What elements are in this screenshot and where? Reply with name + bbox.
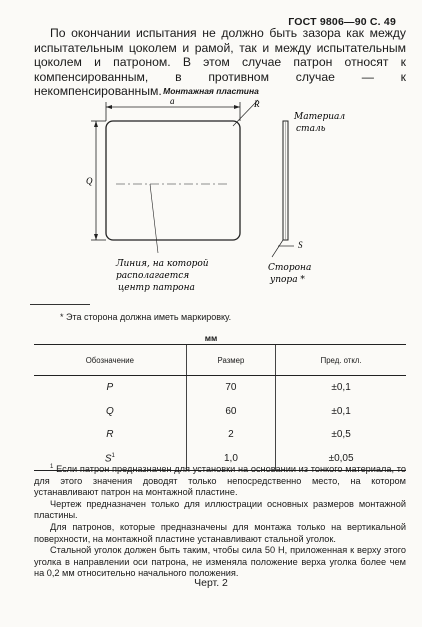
arrow-icon	[106, 105, 112, 109]
header-tolerance: Пред. откл.	[276, 345, 406, 376]
intro-text: По окончании испытания не должно быть зазора как между испытательным цоколем и рамой, так и между испытательным цоколем и патроном. В этом случае патрон относят к компенсированным, в противном случае — к некомпенсированным.	[34, 26, 406, 99]
cell-size: 1,0	[186, 447, 275, 471]
label-s: S	[298, 240, 303, 250]
table-row	[34, 423, 406, 447]
table-row	[34, 400, 406, 424]
label-r: R	[254, 99, 260, 109]
figure-title: Монтажная пластина	[163, 86, 259, 96]
center-label-3: центр патрона	[118, 283, 195, 293]
footnote-rule	[30, 304, 90, 305]
label-q: Q	[86, 176, 93, 186]
side-label-1: Сторона	[268, 263, 312, 273]
mounting-plate-drawing	[0, 0, 422, 300]
note-1-marker: 1	[50, 464, 54, 470]
material-label-2: сталь	[296, 124, 326, 134]
table-header-row	[34, 345, 406, 376]
cell-size: 70	[186, 376, 275, 400]
notes-block	[34, 462, 406, 580]
label-a: a	[170, 96, 175, 106]
cell-tolerance: ±0,1	[276, 400, 406, 424]
arrow-icon	[94, 121, 98, 127]
dimensions-table	[34, 344, 406, 471]
cell-tolerance: ±0,1	[276, 376, 406, 400]
cell-symbol: Q	[105, 405, 114, 417]
cell-size: 2	[186, 423, 275, 447]
header-size: Размер	[186, 345, 275, 376]
center-label-1: Линия, на которой	[116, 259, 209, 269]
table-units: мм	[204, 333, 218, 343]
cell-size: 60	[186, 400, 275, 424]
page-header: ГОСТ 9806—90 С. 49	[288, 16, 396, 28]
plate-outline	[106, 121, 240, 240]
arrow-icon	[234, 105, 240, 109]
note-4: Стальной уголок должен быть таким, чтобы сила 50 Н, приложенная к верху этого уголка в направлении оси патрона, не изменяла положение верха уголка более чем на 0,2 мм относительно начального положения.	[34, 545, 406, 579]
cell-tolerance: ±0,5	[276, 423, 406, 447]
figure-caption: Черт. 2	[194, 577, 228, 589]
side-leader	[272, 240, 283, 257]
cell-symbol: R	[106, 429, 114, 441]
note-3: Для патронов, которые предназначены для монтажа только на вертикальной поверхности, на монтажной пластине устанавливают стальной уголок.	[34, 522, 406, 544]
cell-symbol: P	[106, 382, 114, 394]
symbol-text: S	[104, 452, 112, 464]
note-2: Чертеж предназначен только для иллюстрации основных размеров монтажной пластины.	[34, 498, 406, 521]
material-label-1: Материал	[294, 112, 346, 122]
note-1	[34, 462, 406, 499]
symbol-superscript: 1	[111, 452, 115, 459]
arrow-icon	[94, 234, 98, 240]
table-row	[34, 376, 406, 400]
header-symbol: Обозначение	[34, 345, 186, 376]
note-1-text: Если патрон предназначен для установки на основании из тонкого материала, то для этого значения доводят только непосредственно место, на котором устанавливают патрон на монтажной пластине.	[34, 464, 406, 498]
center-leader	[150, 184, 158, 253]
cell-tolerance: ±0,05	[276, 447, 406, 471]
footnote-star: * Эта сторона должна иметь маркировку.	[60, 312, 232, 322]
side-label-2: упора *	[270, 275, 305, 285]
center-label-2: располагается	[116, 271, 190, 281]
